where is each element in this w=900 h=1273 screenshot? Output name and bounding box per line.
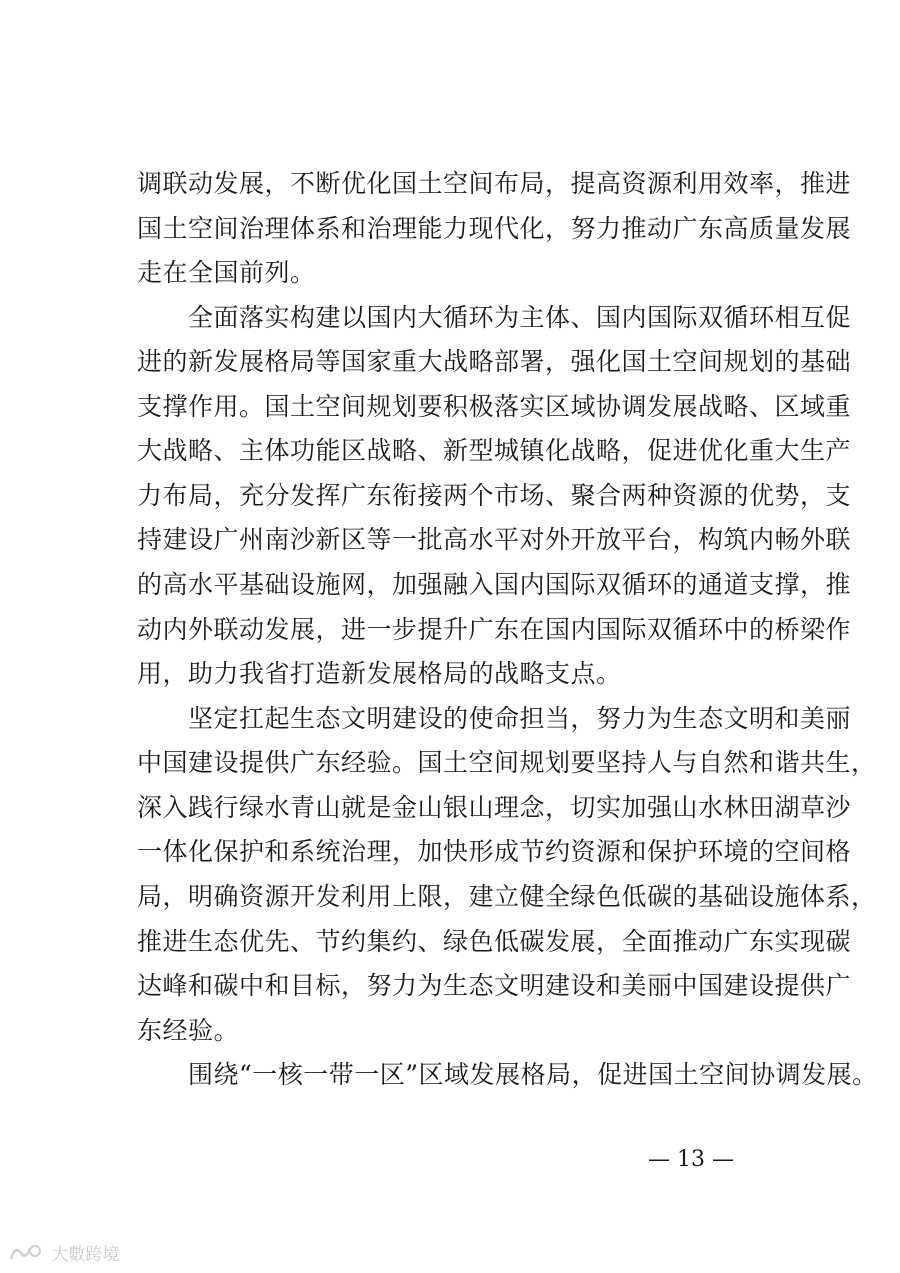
body-line: 走在全国前列。 [137, 258, 316, 287]
body-line: 一体化保护和系统治理，加快形成节约资源和保护环境的空间格 [137, 837, 852, 866]
body-line: 推进生态优先、节约集约、绿色低碳发展，全面推动广东实现碳 [137, 927, 852, 956]
body-line: 深入践行绿水青山就是金山银山理念，切实加强山水林田湖草沙 [137, 793, 852, 822]
paragraph-start-line: 坚定扛起生态文明建设的使命担当，努力为生态文明和美丽 [188, 704, 852, 733]
watermark-logo-icon [8, 1242, 42, 1269]
body-line: 用，助力我省打造新发展格局的战略支点。 [137, 659, 622, 688]
body-line: 东经验。 [137, 1016, 240, 1045]
paragraph-start-line: 围绕“一核一带一区”区域发展格局，促进国土空间协调发展。 [188, 1060, 878, 1089]
body-line: 达峰和碳中和目标，努力为生态文明建设和美丽中国建设提供广 [137, 971, 852, 1000]
body-line: 支撑作用。国土空间规划要积极落实区域协调发展战略、区域重 [137, 392, 852, 421]
body-line: 中国建设提供广东经验。国土空间规划要坚持人与自然和谐共生， [137, 748, 877, 777]
body-line: 调联动发展，不断优化国土空间布局，提高资源利用效率，推进 [137, 169, 852, 198]
body-line: 国土空间治理体系和治理能力现代化，努力推动广东高质量发展 [137, 214, 852, 243]
body-line: 大战略、主体功能区战略、新型城镇化战略，促进优化重大生产 [137, 436, 852, 465]
body-line: 动内外联动发展，进一步提升广东在国内国际双循环中的桥梁作 [137, 615, 852, 644]
page-number: — 13 — [648, 1147, 734, 1172]
body-line: 进的新发展格局等国家重大战略部署，强化国土空间规划的基础 [137, 347, 852, 376]
body-line: 力布局，充分发挥广东衔接两个市场、聚合两种资源的优势，支 [137, 481, 852, 510]
body-line: 的高水平基础设施网，加强融入国内国际双循环的通道支撑，推 [137, 570, 852, 599]
paragraph-start-line: 全面落实构建以国内大循环为主体、国内国际双循环相互促 [188, 303, 852, 332]
watermark [8, 1240, 119, 1269]
watermark-text: 大數跨境 [51, 1245, 120, 1265]
body-line: 局，明确资源开发利用上限，建立健全绿色低碳的基础设施体系， [137, 882, 877, 911]
body-line: 持建设广州南沙新区等一批高水平对外开放平台，构筑内畅外联 [137, 525, 852, 554]
